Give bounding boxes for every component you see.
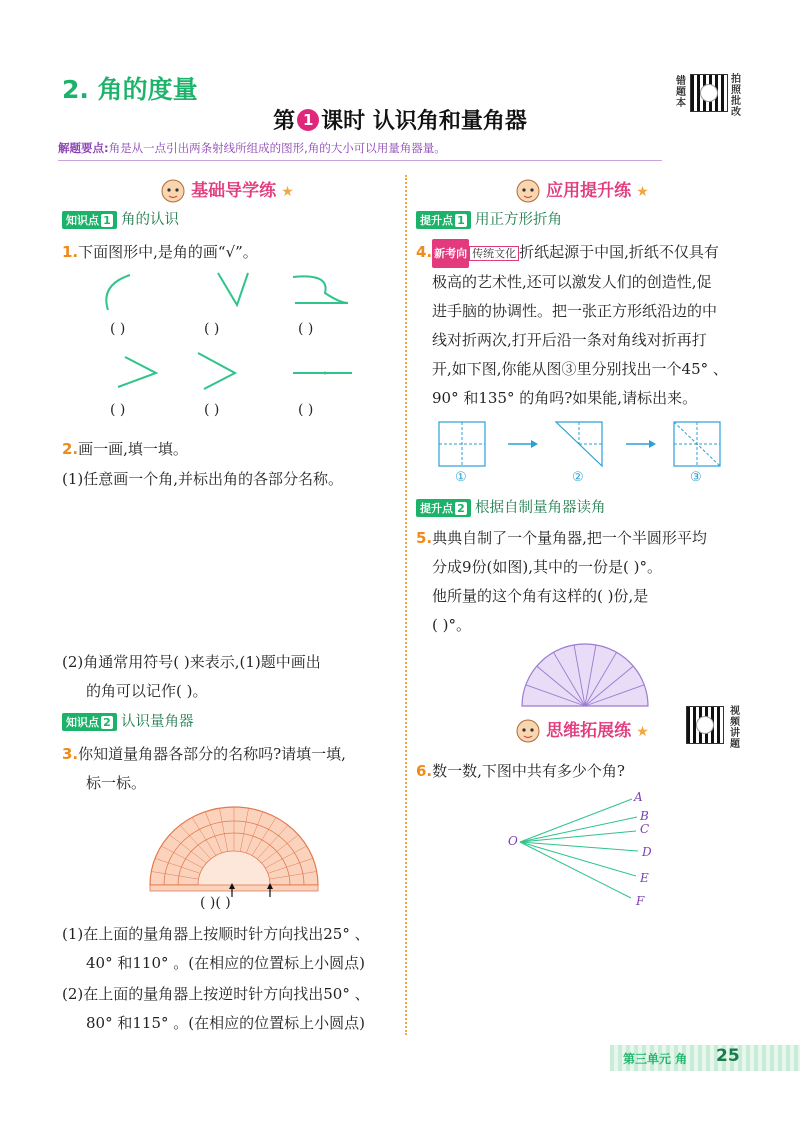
banner-basic xyxy=(160,176,294,206)
point-c: C xyxy=(640,822,650,836)
new-tag: 新考向 xyxy=(432,239,469,268)
q1-answer-3[interactable]: ( ) xyxy=(298,321,314,337)
kp2-title: 认识量角器 xyxy=(121,714,194,730)
kid-mascot-icon-3 xyxy=(515,718,541,746)
fig-label-3: ③ xyxy=(690,470,702,485)
point-d: D xyxy=(642,845,652,859)
figure-curved-angle xyxy=(293,276,348,303)
rkp1-title: 用正方形折角 xyxy=(475,212,562,228)
fold-figures xyxy=(436,420,726,470)
rkp1-tag: 提升点 1 xyxy=(416,211,471,229)
q3-sub2-line1: (2)在上面的量角器上按逆时针方向找出50° 、 xyxy=(62,985,370,1003)
page-number: 25 xyxy=(716,1046,740,1066)
point-o: O xyxy=(508,834,518,848)
q5-line1: 5.典典自制了一个量角器,把一个半圆形平均 xyxy=(416,529,707,547)
q4-line4: 线对折两次,打开后沿一条对角线对折再打 xyxy=(432,331,707,349)
kid-mascot-icon xyxy=(160,178,186,206)
q1-answer-2[interactable]: ( ) xyxy=(204,321,220,337)
point-b: B xyxy=(640,809,649,823)
banner-extension-text: 思维拓展练 xyxy=(546,721,632,741)
star-icon-2: ★ xyxy=(636,184,649,200)
rkp2-tag: 提升点 2 xyxy=(416,499,471,517)
star-icon-3: ★ xyxy=(636,724,649,740)
q1-answer-1[interactable]: ( ) xyxy=(110,321,126,337)
banner-basic-text: 基础导学练 xyxy=(191,181,277,201)
qr-right-label: 拍照批改 xyxy=(731,74,741,118)
keypoint-text: 角是从一点引出两条射线所组成的图形,角的大小可以用量角器量。 xyxy=(108,141,446,155)
qr-code-top[interactable] xyxy=(690,74,728,112)
q3-sub1-line2: 40° 和110° 。(在相应的位置标上小圆点) xyxy=(86,954,365,972)
banner-applied-text: 应用提升练 xyxy=(546,181,632,201)
figure-curve xyxy=(106,275,130,310)
point-e: E xyxy=(640,871,649,885)
footer-unit: 第三单元 角 xyxy=(623,1052,688,1066)
q3-line1: 3.你知道量角器各部分的名称吗?请填一填, xyxy=(62,745,346,763)
rkp2-heading xyxy=(416,496,606,517)
q5-line3: 他所量的这个角有这样的( )份,是 xyxy=(432,587,649,605)
q4-line6: 90° 和135° 的角吗?如果能,请标出来。 xyxy=(432,389,698,407)
q2-sub1: (1)任意画一个角,并标出角的各部分名称。 xyxy=(62,470,344,488)
q1-answer-6[interactable]: ( ) xyxy=(298,402,314,418)
column-divider xyxy=(405,175,407,1035)
q1-answer-4[interactable]: ( ) xyxy=(110,402,126,418)
qr-video-label: 视频讲题 xyxy=(730,706,740,750)
q5-line2: 分成9份(如图),其中的一份是( )°。 xyxy=(432,558,662,576)
keypoint-label: 解题要点: xyxy=(58,141,109,155)
fig-label-2: ② xyxy=(572,470,584,485)
point-f: F xyxy=(636,894,645,908)
q1-answer-5[interactable]: ( ) xyxy=(204,402,220,418)
kp2-heading xyxy=(62,710,194,731)
q1-text: 1.下面图形中,是角的画“√”。 xyxy=(62,243,258,261)
homemade-protractor xyxy=(520,642,650,710)
lesson-number: 1 xyxy=(297,109,319,131)
lesson-suffix: 课时 认识角和量角器 xyxy=(321,109,527,134)
figure-broken-angle xyxy=(118,357,156,387)
qr-code-video[interactable] xyxy=(686,706,724,744)
q3-sub1-line1: (1)在上面的量角器上按顺时针方向找出25° 、 xyxy=(62,925,370,943)
kp1-title: 角的认识 xyxy=(121,212,179,228)
rkp2-title: 根据自制量角器读角 xyxy=(475,500,606,516)
trad-tag: 传统文化 xyxy=(469,246,519,261)
q4-line3: 进手脑的协调性。把一张正方形纸沿边的中 xyxy=(432,302,718,320)
q3-sub2-line2: 80° 和115° 。(在相应的位置标上小圆点) xyxy=(86,1014,365,1032)
q2-sub2-line2: 的角可以记作( )。 xyxy=(86,682,208,700)
qr-left-label: 错题本 xyxy=(676,76,686,109)
q1-figures xyxy=(90,265,370,405)
figure-angle xyxy=(218,273,248,305)
kp1-heading xyxy=(62,208,179,229)
q4-line2: 极高的艺术性,还可以激发人们的创造性,促 xyxy=(432,273,712,291)
q4-line1: 4. 新考向 传统文化 折纸起源于中国,折纸不仅具有 xyxy=(416,238,719,268)
chapter-title: 2. 角的度量 xyxy=(62,75,198,104)
kp2-tag: 知识点 2 xyxy=(62,713,117,731)
rkp1-heading xyxy=(416,208,562,229)
q3-line2: 标一标。 xyxy=(86,774,147,792)
q2-text: 2.画一画,填一填。 xyxy=(62,440,188,458)
q6-text: 6.数一数,下图中共有多少个角? xyxy=(416,762,625,780)
q4-line5: 开,如下图,你能从图③里分别找出一个45° 、 xyxy=(432,360,728,378)
banner-applied xyxy=(515,176,649,206)
protractor-figure xyxy=(148,805,320,897)
figure-angle-2 xyxy=(198,353,235,389)
point-a: A xyxy=(634,790,643,804)
lesson-prefix: 第 xyxy=(273,109,296,134)
kp1-tag: 知识点 1 xyxy=(62,211,117,229)
q5-line4: ( )°。 xyxy=(432,616,471,634)
q3-answer-parens[interactable]: ( )( ) xyxy=(200,895,231,911)
banner-extension xyxy=(515,716,649,746)
kid-mascot-icon-2 xyxy=(515,178,541,206)
fig-label-1: ① xyxy=(455,470,467,485)
star-icon: ★ xyxy=(281,184,294,200)
keypoint-box xyxy=(58,140,662,161)
q2-sub2-line1: (2)角通常用符号( )来表示,(1)题中画出 xyxy=(62,653,321,671)
